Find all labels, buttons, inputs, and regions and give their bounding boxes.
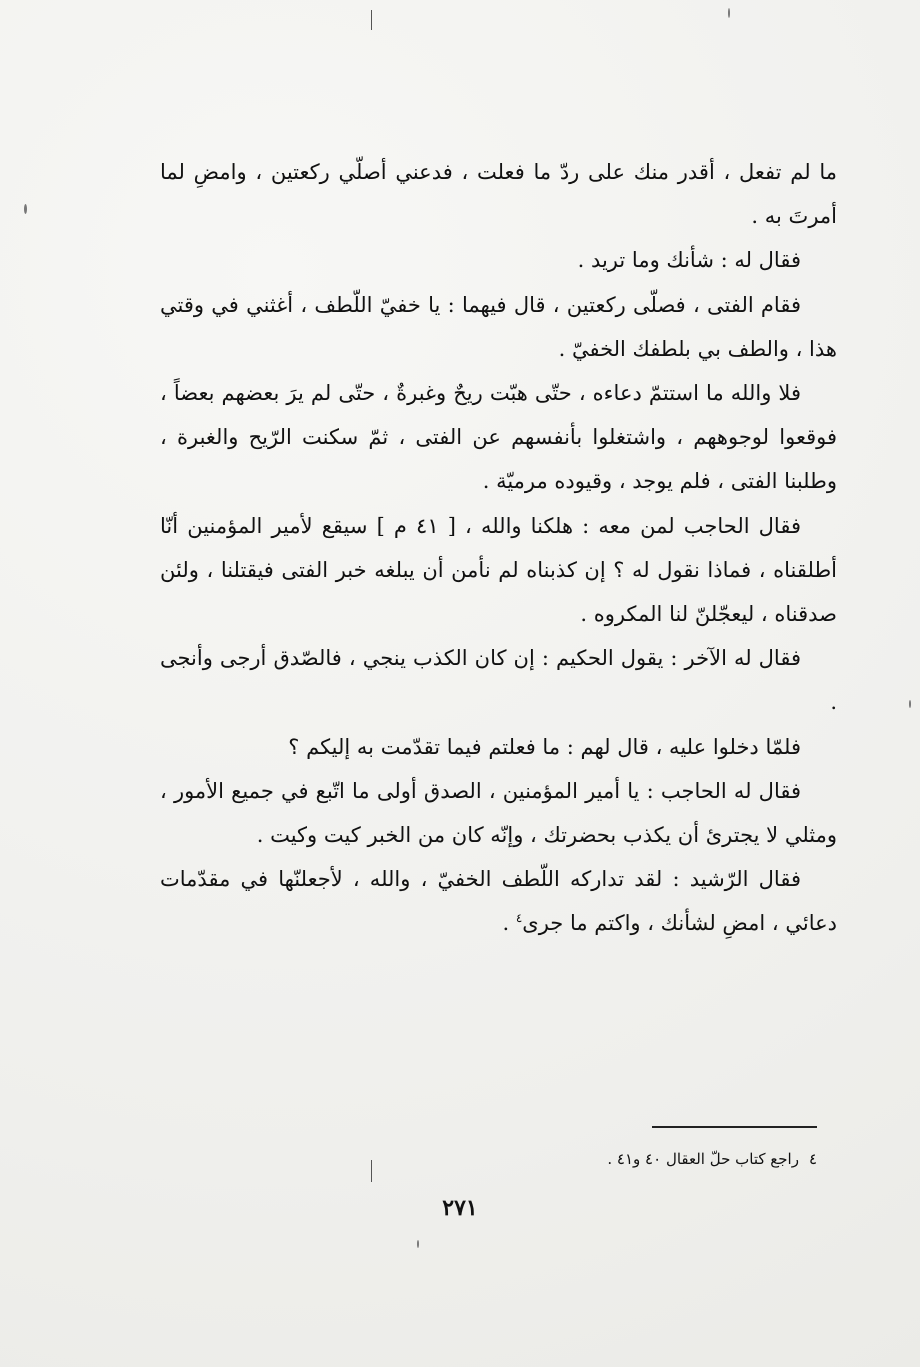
paragraph: فقال الحاجب لمن معه : هلكنا والله ، [ ٤١ م ] سيقع لأمير المؤمنين أنّا أطلقناه ، فماذا نقول له ؟ إن كذبناه لم نأمن أن يبلغه خبر الفتى فيقتلنا ، ولئن صدقناه ، ليعجّلنّ لنا المكروه . [160,513,837,627]
footnote [480,1146,817,1172]
scan-speck [909,700,911,708]
scan-speck [24,204,27,214]
paragraph-last [160,857,837,945]
binding-mark-top [371,10,372,30]
paragraph-last-text: فقال الرّشيد : لقد تداركه اللّطف الخفيّ ، والله ، لأجعلنّها في مقدّمات دعائي ، امضِ لشأنك ، واكتم ما جرى [160,867,837,936]
paragraph: فقال له : شأنك وما تريد . [577,248,801,273]
footnote-reference: ٤ [515,911,523,926]
paragraph-continued: ما لم تفعل ، أقدر منك على ردّ ما فعلت ، فدعني أصلّي ركعتين ، وامضِ لما أمرتَ به . [160,160,837,229]
paragraph: فلمّا دخلوا عليه ، قال لهم : ما فعلتم فيما تقدّمت به إليكم ؟ [288,734,801,759]
footnote-text: راجع كتاب حلّ العقال ٤٠ و٤١ . [607,1150,799,1168]
page-number: ٢٧١ [442,1195,478,1221]
scan-speck [417,1240,419,1248]
paragraph-last-end: . [502,911,516,936]
body-text [160,150,837,946]
footnote-divider [652,1126,817,1128]
scan-speck [728,8,730,18]
paragraph: فقام الفتى ، فصلّى ركعتين ، قال فيهما : يا خفيّ اللّطف ، أغثني في وقتي هذا ، والطف بي بلطفك الخفيّ . [160,292,837,361]
paragraph: فلا والله ما استتمّ دعاءه ، حتّى هبّت ريحٌ وغبرةٌ ، حتّى لم يرَ بعضهم بعضاً ، فوقعوا لوجوههم ، واشتغلوا بأنفسهم عن الفتى ، ثمّ سكنت الرّيح والغبرة ، وطلبنا الفتى ، فلم يوجد ، وقيوده مرميّة . [160,381,837,494]
binding-mark-bottom [371,1160,372,1182]
paragraph: فقال له الآخر : يقول الحكيم : إن كان الكذب ينجي ، فالصّدق أرجى وأنجى . [160,646,837,715]
paragraph: فقال له الحاجب : يا أمير المؤمنين ، الصدق أولى ما اتّبع في جميع الأمور ، ومثلي لا يجترئ أن يكذب بحضرتك ، وإنّه كان من الخبر كيت وكيت . [160,778,837,848]
footnote-number: ٤ [808,1150,817,1168]
